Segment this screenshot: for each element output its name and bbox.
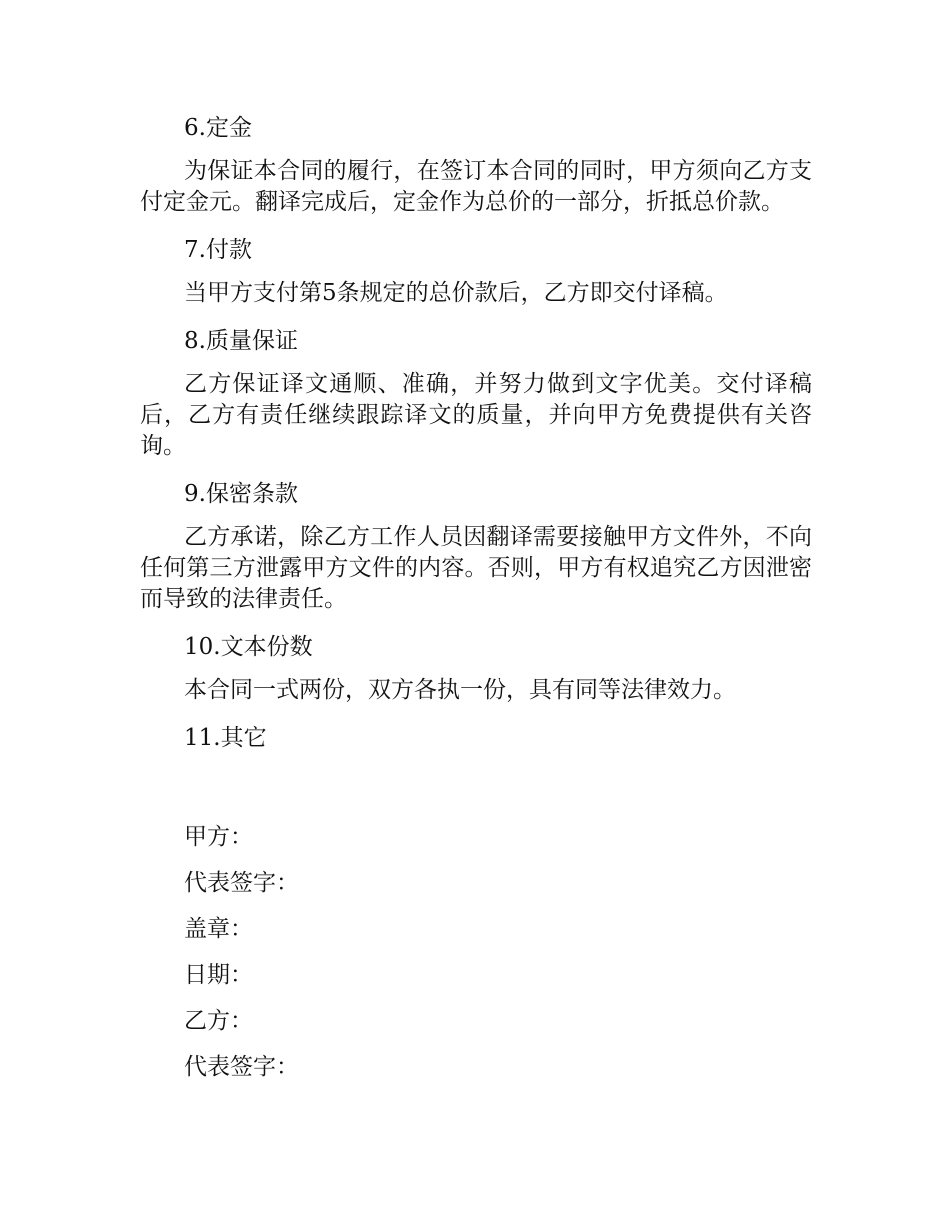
signature-party-b: 乙方： <box>184 1008 253 1034</box>
section-body-copies: 本合同一式两份，双方各执一份，具有同等法律效力。 <box>184 677 736 703</box>
signature-rep-sign-b: 代表签字： <box>184 1054 299 1080</box>
document-content <box>140 110 812 1090</box>
section-body-quality: 乙方保证译文通顺、准确，并努力做到文字优美。交付译稿后，乙方有责任继续跟踪译文的质量，并向甲方免费提供有关咨询。 <box>140 371 812 459</box>
section-body-deposit: 为保证本合同的履行，在签订本合同的同时，甲方须向乙方支付定金元。翻译完成后，定金作为总价的一部分，折抵总价款。 <box>140 158 812 215</box>
signature-rep-sign-a: 代表签字： <box>184 870 299 896</box>
section-heading-confidentiality: 9.保密条款 <box>184 481 298 507</box>
signature-block <box>140 814 812 1090</box>
signature-seal: 盖章： <box>184 916 253 942</box>
section-heading-other: 11.其它 <box>184 725 267 751</box>
section-heading-deposit: 6.定金 <box>184 115 252 141</box>
section-heading-payment: 7.付款 <box>184 237 252 263</box>
section-body-payment: 当甲方支付第5条规定的总价款后，乙方即交付译稿。 <box>184 280 728 306</box>
signature-party-a: 甲方： <box>184 824 253 850</box>
section-body-confidentiality: 乙方承诺，除乙方工作人员因翻译需要接触甲方文件外，不向任何第三方泄露甲方文件的内容。否则，甲方有权追究乙方因泄密而导致的法律责任。 <box>140 524 812 612</box>
section-heading-copies: 10.文本份数 <box>184 634 313 660</box>
section-heading-quality: 8.质量保证 <box>184 328 298 354</box>
signature-date: 日期： <box>184 962 253 988</box>
